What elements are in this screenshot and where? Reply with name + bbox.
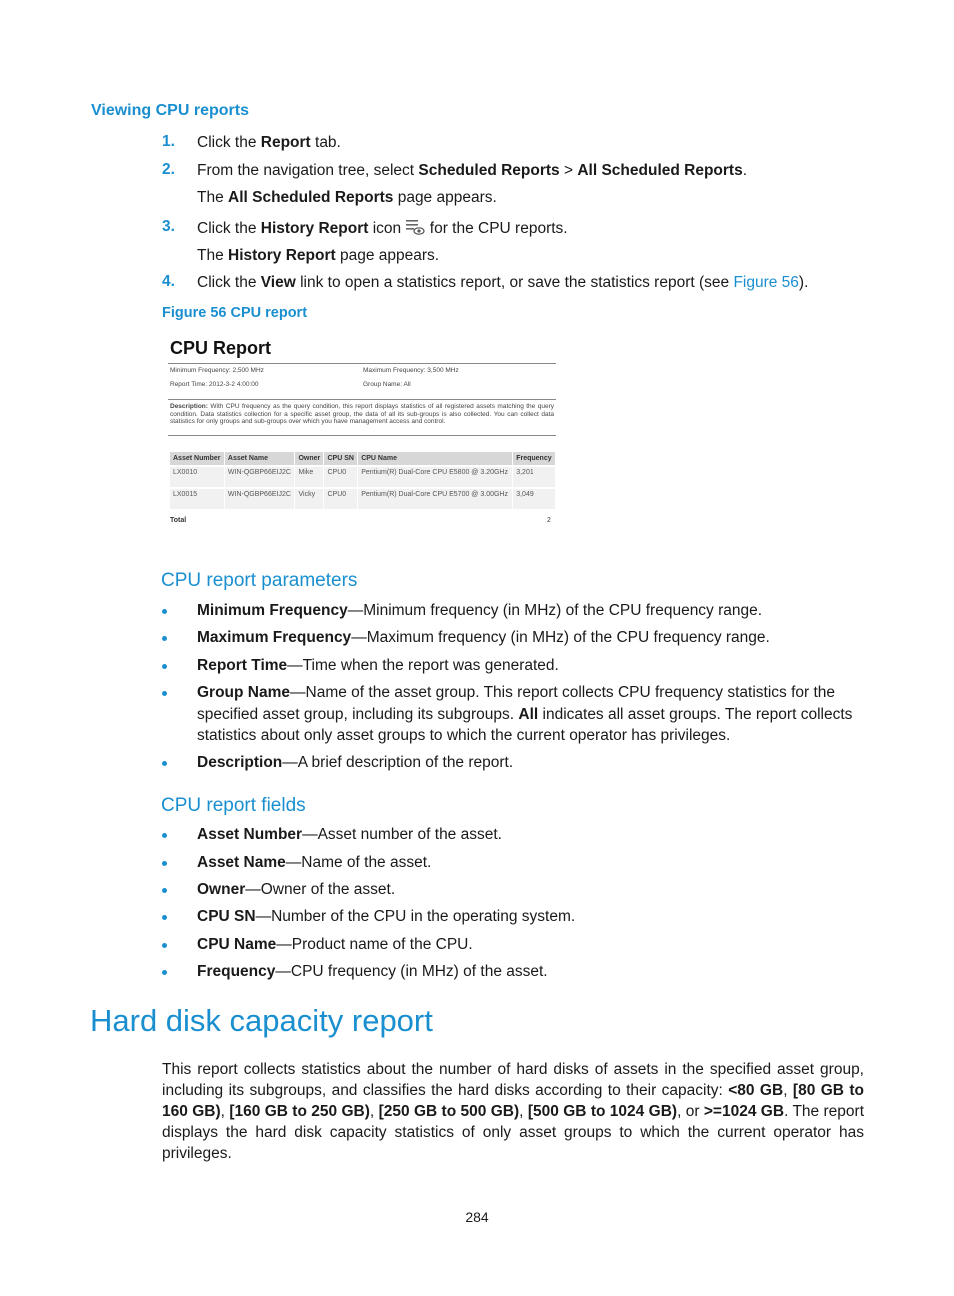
field-term: Asset Number	[197, 826, 303, 843]
step-text: .	[742, 162, 748, 179]
step-text	[197, 161, 747, 181]
bullet-icon	[162, 915, 167, 920]
bullet-icon	[162, 609, 167, 614]
field-term: CPU SN	[197, 908, 256, 925]
param-item	[197, 656, 559, 676]
field-description: —Number of the CPU in the operating system.	[255, 908, 576, 925]
bullet-icon	[162, 861, 167, 866]
field-description: —Asset number of the asset.	[302, 826, 502, 843]
param-term: Description	[197, 754, 283, 771]
bullet-icon	[162, 888, 167, 893]
bullet-icon	[162, 761, 167, 766]
hd-bold: [250 GB to 500 GB)	[378, 1103, 520, 1120]
table-row	[170, 466, 556, 488]
report-column-header: CPU SN	[324, 452, 358, 466]
step-result	[197, 188, 497, 208]
param-item	[197, 601, 762, 621]
param-bold: All	[518, 706, 539, 723]
field-item	[197, 935, 473, 955]
field-description: —CPU frequency (in MHz) of the asset.	[275, 963, 548, 980]
table-cell: Vicky	[295, 488, 324, 509]
history-report-icon	[405, 218, 425, 236]
hd-bold: [160 GB to 250 GB)	[229, 1103, 370, 1120]
step-bold: All Scheduled Reports	[228, 189, 394, 206]
hd-text: ,	[519, 1103, 528, 1120]
report-description-label: Description:	[170, 403, 208, 410]
page-number: 284	[465, 1209, 489, 1225]
report-column-header: Owner	[295, 452, 324, 466]
hd-text: , or	[677, 1103, 704, 1120]
step-text: >	[559, 162, 578, 179]
field-term: Owner	[197, 881, 246, 898]
report-divider	[168, 435, 556, 436]
param-term: Maximum Frequency	[197, 629, 352, 646]
param-item-continued	[197, 726, 730, 746]
hd-paragraph	[162, 1059, 864, 1164]
param-text: specified asset group, including its subgroups.	[197, 706, 519, 723]
param-text: indicates all asset groups. The report collects	[538, 706, 853, 723]
step-number: 1.	[162, 133, 175, 150]
hd-bold: >=1024 GB	[703, 1103, 785, 1120]
step-bold: Scheduled Reports	[418, 162, 560, 179]
param-description: —Time when the report was generated.	[287, 657, 559, 674]
hd-title: Hard disk capacity report	[90, 1003, 433, 1038]
param-text: statistics about only asset groups to which the current operator has privileges.	[197, 727, 731, 744]
field-item	[197, 962, 548, 982]
table-cell: LX0015	[170, 488, 224, 509]
figure-link[interactable]: Figure 56	[733, 274, 799, 291]
report-description	[170, 403, 554, 426]
step-text: Click the	[197, 134, 261, 151]
step-text: icon	[368, 220, 406, 237]
step-text	[197, 133, 341, 153]
step-text: page appears.	[393, 189, 497, 206]
section-heading: Viewing CPU reports	[91, 102, 249, 119]
step-text: tab.	[310, 134, 341, 151]
param-term: Report Time	[197, 657, 288, 674]
step-text: The	[197, 189, 229, 206]
report-time: Report Time: 2012-3-2 4:00:00	[170, 381, 259, 388]
report-description-text: With CPU frequency as the query condition, this report displays statistics of all registered assets matching the query condition. Data statistics collection for a specific asset group, the data of all its sub-groups is also collected. You can collect data statistics for only groups and sub-groups over which you have management access and control.	[170, 403, 554, 425]
report-total-value: 2	[547, 517, 551, 524]
step-number: 3.	[162, 218, 175, 235]
hd-text: ,	[220, 1103, 230, 1120]
table-cell: CPU0	[324, 466, 358, 488]
report-column-header: Frequency	[513, 452, 556, 466]
field-term: Asset Name	[197, 854, 286, 871]
hd-bold: <80 GB	[728, 1082, 784, 1099]
table-cell: Pentium(R) Dual-Core CPU E5800 @ 3.20GHz	[358, 466, 513, 488]
hd-text: ,	[369, 1103, 379, 1120]
hd-bold: [500 GB to 1024 GB)	[527, 1103, 678, 1120]
step-result	[197, 246, 439, 266]
step-text	[197, 218, 568, 239]
report-table	[170, 452, 556, 509]
report-divider	[168, 399, 556, 400]
table-cell: LX0010	[170, 466, 224, 488]
step-text: The	[197, 247, 229, 264]
fields-heading: CPU report fields	[161, 795, 306, 816]
report-max-frequency: Maximum Frequency: 3,500 MHz	[363, 367, 459, 374]
report-divider	[168, 363, 556, 364]
step-text: link to open a statistics report, or save the statistics report (see	[295, 274, 734, 291]
bullet-icon	[162, 833, 167, 838]
table-cell: Mike	[295, 466, 324, 488]
field-description: —Name of the asset.	[285, 854, 432, 871]
step-text: for the CPU reports.	[425, 220, 568, 237]
bullet-icon	[162, 664, 167, 669]
step-number: 4.	[162, 273, 175, 290]
report-column-header: CPU Name	[358, 452, 513, 466]
hd-bold: [80 GB to 160 GB)	[162, 1082, 864, 1120]
report-column-header: Asset Number	[170, 452, 224, 466]
table-cell: 3,049	[513, 488, 556, 509]
step-bold: History Report	[260, 220, 369, 237]
param-description: —Minimum frequency (in MHz) of the CPU frequency range.	[347, 602, 763, 619]
step-text: ).	[798, 274, 809, 291]
step-bold: History Report	[228, 247, 336, 264]
step-bold: All Scheduled Reports	[577, 162, 743, 179]
report-total-label: Total	[170, 517, 187, 524]
bullet-icon	[162, 943, 167, 948]
step-number: 2.	[162, 161, 175, 178]
report-title: CPU Report	[170, 338, 272, 358]
field-description: —Owner of the asset.	[245, 881, 396, 898]
report-column-header: Asset Name	[224, 452, 295, 466]
field-term: Frequency	[197, 963, 276, 980]
param-term: Group Name	[197, 684, 291, 701]
table-cell: Pentium(R) Dual-Core CPU E5700 @ 3.00GHz	[358, 488, 513, 509]
param-description: —A brief description of the report.	[282, 754, 514, 771]
bullet-icon	[162, 970, 167, 975]
hd-text: . The report displays the hard disk capacity statistics of only asset groups to which the current operator has privileges.	[162, 1103, 864, 1162]
step-bold: View	[260, 274, 296, 291]
param-term: Minimum Frequency	[197, 602, 348, 619]
report-min-frequency: Minimum Frequency: 2,500 MHz	[170, 367, 264, 374]
report-table-body	[170, 466, 556, 509]
step-text: Click the	[197, 274, 261, 291]
table-cell: CPU0	[324, 488, 358, 509]
params-heading: CPU report parameters	[161, 570, 358, 591]
field-term: CPU Name	[197, 936, 277, 953]
field-item	[197, 880, 395, 900]
hd-text: ,	[783, 1082, 793, 1099]
table-cell: 3,201	[513, 466, 556, 488]
report-group-name: Group Name: All	[363, 381, 411, 388]
table-cell: WIN-QGBP66EIJ2C	[224, 488, 295, 509]
param-item	[197, 628, 770, 648]
report-table-header	[170, 452, 556, 466]
step-text: From the navigation tree, select	[197, 162, 419, 179]
step-text: Click the	[197, 220, 261, 237]
param-item-continued	[197, 705, 852, 725]
field-item	[197, 825, 502, 845]
step-text	[197, 273, 808, 293]
bullet-icon	[162, 691, 167, 696]
param-item	[197, 753, 513, 773]
hd-text: This report collects statistics about the number of hard disks of assets in the specified asset group, including its subgroups, and classifies the hard disks according to their capacity:	[162, 1061, 864, 1099]
field-description: —Product name of the CPU.	[276, 936, 473, 953]
cpu-report-figure	[168, 335, 558, 530]
table-row	[170, 488, 556, 509]
param-description: —Name of the asset group. This report collects CPU frequency statistics for the	[290, 684, 836, 701]
field-item	[197, 853, 431, 873]
step-text: page appears.	[335, 247, 440, 264]
figure-caption: Figure 56 CPU report	[162, 305, 308, 321]
param-description: —Maximum frequency (in MHz) of the CPU frequency range.	[351, 629, 770, 646]
bullet-icon	[162, 636, 167, 641]
table-cell: WIN-QGBP66EIJ2C	[224, 466, 295, 488]
step-bold: Report	[260, 134, 311, 151]
param-item	[197, 683, 835, 703]
field-item	[197, 907, 575, 927]
